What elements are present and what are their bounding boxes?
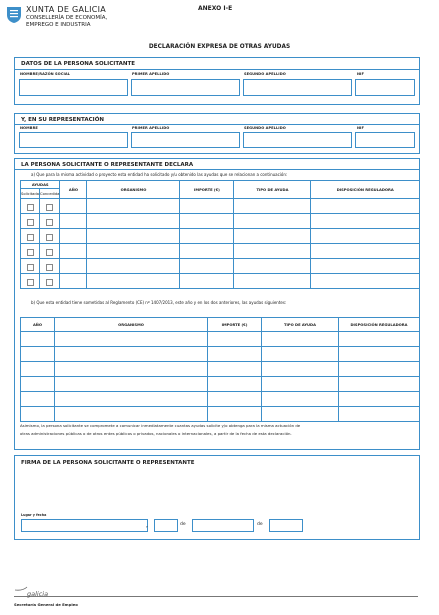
tipo-cell[interactable] [262, 377, 339, 392]
nif-label: NIF [357, 72, 364, 76]
organismo-cell[interactable] [55, 362, 208, 377]
concedida-checkbox[interactable] [46, 234, 53, 241]
rep-nif-field[interactable] [355, 132, 415, 148]
tipo-cell[interactable] [234, 229, 311, 244]
divider [15, 124, 419, 125]
rep-nif-label: NIF [357, 126, 364, 130]
rep-second-surname-field[interactable] [243, 132, 352, 148]
anio-cell[interactable] [60, 229, 87, 244]
concedida-checkbox[interactable] [46, 279, 53, 286]
organismo-cell[interactable] [55, 407, 208, 422]
aid-table-a [20, 180, 420, 289]
anio-cell[interactable] [60, 244, 87, 259]
anio-cell[interactable] [60, 259, 87, 274]
tipo-cell[interactable] [262, 392, 339, 407]
concedida-checkbox[interactable] [46, 219, 53, 226]
tipo-cell[interactable] [262, 407, 339, 422]
disposicion-header: DISPOSICIÓN REGULADORA [339, 318, 420, 332]
importe-header: IMPORTE (€) [208, 318, 262, 332]
tipo-cell[interactable] [234, 244, 311, 259]
representative-section [14, 113, 420, 154]
de-separator-1: de [180, 522, 186, 527]
organismo-cell[interactable] [55, 332, 208, 347]
table-row [21, 199, 420, 214]
organismo-cell[interactable] [55, 377, 208, 392]
table-row [21, 244, 420, 259]
importe-cell[interactable] [208, 362, 262, 377]
tipo-cell[interactable] [262, 347, 339, 362]
disposicion-cell[interactable] [311, 244, 420, 259]
second-surname-label: SEGUNDO APELLIDO [244, 72, 286, 76]
importe-cell[interactable] [180, 214, 234, 229]
signature-section-title: FIRMA DE LA PERSONA SOLICITANTE O REPRESENTANTE [21, 460, 195, 466]
ayudas-header: AYUDAS [21, 181, 60, 189]
solicitada-checkbox[interactable] [27, 234, 34, 241]
aid-table-b [20, 317, 420, 422]
concedida-checkbox[interactable] [46, 249, 53, 256]
rep-first-surname-label: PRIMER APELLIDO [132, 126, 170, 130]
organismo-cell[interactable] [87, 274, 180, 289]
applicant-section [14, 57, 420, 105]
anio-cell[interactable] [21, 347, 55, 362]
importe-cell[interactable] [208, 347, 262, 362]
rep-second-surname-label: SEGUNDO APELLIDO [244, 126, 286, 130]
rep-name-field[interactable] [19, 132, 128, 148]
commitment-line-2: otras administraciones públicas o de otros entes públicos o privados, nacionales o internacionales, a partir de la fecha de esta declaración. [20, 431, 292, 436]
declaration-item-a: a) Que para la misma actividad o proyecto esta entidad ha solicitado y/u obtenido las ayudas que se relacionan a continuación: [31, 172, 288, 177]
organismo-cell[interactable] [55, 392, 208, 407]
tipo-header: TIPO DE AYUDA [262, 318, 339, 332]
table-row [21, 274, 420, 289]
applicant-first-surname-field[interactable] [131, 79, 240, 96]
importe-cell[interactable] [180, 229, 234, 244]
tipo-cell[interactable] [262, 362, 339, 377]
table-row [21, 332, 420, 347]
applicant-section-title: DATOS DE LA PERSONA SOLICITANTE [21, 61, 136, 67]
disposicion-cell[interactable] [339, 392, 420, 407]
disposicion-cell[interactable] [311, 199, 420, 214]
anio-header: AÑO [21, 318, 55, 332]
anio-header: AÑO [60, 181, 87, 199]
table-row [21, 347, 420, 362]
place-field[interactable] [21, 519, 148, 532]
year-field[interactable] [269, 519, 303, 532]
applicant-name-field[interactable] [19, 79, 128, 96]
place-date-label: Lugar y fecha [21, 513, 47, 517]
tipo-cell[interactable] [234, 259, 311, 274]
table-row [21, 229, 420, 244]
organismo-cell[interactable] [87, 199, 180, 214]
applicant-second-surname-field[interactable] [243, 79, 352, 96]
tipo-cell[interactable] [234, 199, 311, 214]
concedida-header: Concedida [40, 189, 60, 199]
tipo-cell[interactable] [262, 332, 339, 347]
importe-cell[interactable] [180, 244, 234, 259]
declaration-section [14, 158, 420, 450]
organismo-cell[interactable] [87, 214, 180, 229]
de-separator-2: de [257, 522, 263, 527]
name-label: NOMBRE/RAZÓN SOCIAL [20, 72, 71, 76]
signature-section [14, 455, 420, 540]
divider [15, 169, 419, 170]
xunta-logo-icon [6, 6, 22, 24]
declaration-section-title: LA PERSONA SOLICITANTE O REPRESENTANTE DECLARA [21, 162, 194, 168]
tipo-cell[interactable] [234, 274, 311, 289]
document-title: DECLARACIÓN EXPRESA DE OTRAS AYUDAS [148, 44, 291, 50]
concedida-checkbox[interactable] [46, 204, 53, 211]
disposicion-cell[interactable] [311, 214, 420, 229]
comma-separator: , [146, 522, 148, 529]
solicitada-checkbox[interactable] [27, 219, 34, 226]
org-name: XUNTA DE GALICIA [26, 5, 107, 14]
importe-cell[interactable] [180, 259, 234, 274]
disposicion-cell[interactable] [311, 229, 420, 244]
disposicion-cell[interactable] [339, 377, 420, 392]
month-field[interactable] [192, 519, 254, 532]
footer-divider [14, 596, 418, 597]
galicia-brand-text: galicia [27, 590, 49, 598]
organismo-cell[interactable] [87, 229, 180, 244]
disposicion-cell[interactable] [339, 362, 420, 377]
applicant-nif-field[interactable] [355, 79, 415, 96]
table-row [21, 362, 420, 377]
organismo-cell[interactable] [87, 244, 180, 259]
table-row [21, 392, 420, 407]
disposicion-cell[interactable] [339, 347, 420, 362]
anio-cell[interactable] [60, 199, 87, 214]
disposicion-cell[interactable] [339, 332, 420, 347]
divider [15, 69, 419, 70]
declaration-item-b: b) Que esta entidad tiene sometidas al Reglamento (CE) nº 1407/2013, este año y en los dos anteriores, las ayudas siguientes: [31, 300, 287, 305]
anio-cell[interactable] [60, 214, 87, 229]
anio-cell[interactable] [21, 392, 55, 407]
concedida-checkbox[interactable] [46, 264, 53, 271]
solicitada-checkbox[interactable] [27, 204, 34, 211]
dept-line-1: CONSELLERÍA DE ECONOMÍA, [26, 15, 108, 21]
disposicion-cell[interactable] [311, 259, 420, 274]
anio-cell[interactable] [21, 362, 55, 377]
importe-cell[interactable] [208, 377, 262, 392]
anio-cell[interactable] [21, 407, 55, 422]
disposicion-cell[interactable] [339, 407, 420, 422]
disposicion-header: DISPOSICIÓN REGULADORA [311, 181, 420, 199]
representative-section-title: Y, EN SU REPRESENTACIÓN [21, 117, 104, 123]
first-surname-label: PRIMER APELLIDO [132, 72, 170, 76]
rep-name-label: NOMBRE [20, 126, 38, 130]
table-row [21, 259, 420, 274]
tipo-cell[interactable] [234, 214, 311, 229]
tipo-header: TIPO DE AYUDA [234, 181, 311, 199]
day-field[interactable] [154, 519, 178, 532]
table-row [21, 407, 420, 422]
organismo-header: ORGANISMO [55, 318, 208, 332]
commitment-line-1: Asimismo, la persona solicitante se compromete a comunicar inmediatamente cuantas ayudas solicite y/o obtenga para la misma actuación de [20, 423, 301, 428]
table-row [21, 214, 420, 229]
importe-cell[interactable] [180, 274, 234, 289]
organismo-cell[interactable] [87, 259, 180, 274]
solicitada-checkbox[interactable] [27, 264, 34, 271]
importe-header: IMPORTE (€) [180, 181, 234, 199]
importe-cell[interactable] [208, 332, 262, 347]
solicitada-header: Solicitada [21, 189, 40, 199]
anio-cell[interactable] [21, 377, 55, 392]
galicia-brand-logo [17, 581, 48, 600]
rep-first-surname-field[interactable] [131, 132, 240, 148]
footer-office: Secretaría General de Empleo [14, 602, 78, 607]
organismo-header: ORGANISMO [87, 181, 180, 199]
importe-cell[interactable] [208, 407, 262, 422]
dept-line-2: EMPREGO E INDUSTRIA [26, 22, 91, 28]
organismo-cell[interactable] [55, 347, 208, 362]
solicitada-checkbox[interactable] [27, 249, 34, 256]
anio-cell[interactable] [60, 274, 87, 289]
importe-cell[interactable] [208, 392, 262, 407]
table-row [21, 377, 420, 392]
solicitada-checkbox[interactable] [27, 279, 34, 286]
importe-cell[interactable] [180, 199, 234, 214]
disposicion-cell[interactable] [311, 274, 420, 289]
annex-label: ANEXO I-E [198, 5, 233, 12]
anio-cell[interactable] [21, 332, 55, 347]
